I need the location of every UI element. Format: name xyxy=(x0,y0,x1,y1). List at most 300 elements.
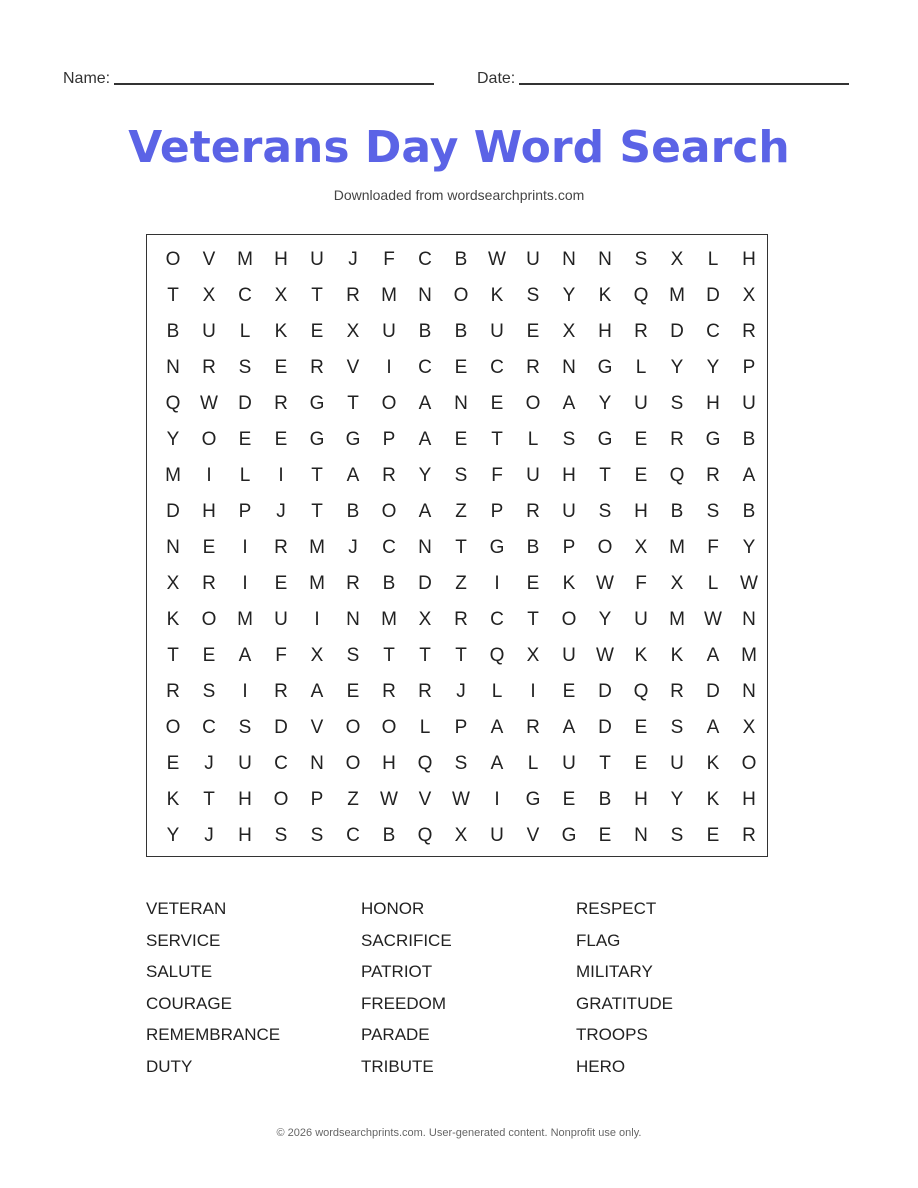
grid-cell[interactable]: X xyxy=(742,717,756,738)
grid-cell[interactable]: G xyxy=(525,789,541,810)
grid-cell[interactable]: A xyxy=(238,645,252,666)
grid-cell[interactable]: Q xyxy=(633,681,649,702)
grid-cell[interactable]: B xyxy=(166,321,180,342)
grid-cell[interactable]: E xyxy=(454,357,468,378)
grid-row xyxy=(155,746,767,782)
grid-cell[interactable]: Y xyxy=(166,825,180,846)
grid-cell[interactable]: Q xyxy=(489,645,505,666)
grid-cell[interactable]: W xyxy=(740,573,758,594)
grid-cell[interactable]: R xyxy=(202,357,216,378)
grid-cell[interactable]: G xyxy=(309,429,325,450)
grid-cell[interactable]: E xyxy=(166,753,180,774)
grid-cell[interactable]: B xyxy=(382,573,396,594)
grid-cell[interactable]: M xyxy=(237,249,253,270)
grid-cell[interactable]: O xyxy=(453,285,469,306)
grid-cell[interactable]: N xyxy=(166,357,180,378)
grid-cell[interactable]: I xyxy=(530,681,536,702)
grid-cell[interactable]: R xyxy=(454,609,468,630)
grid-cell[interactable]: T xyxy=(383,645,395,666)
grid-cell[interactable]: M xyxy=(309,537,325,558)
grid-cell[interactable]: L xyxy=(527,429,539,450)
grid-cell[interactable]: O xyxy=(381,393,397,414)
grid-cell[interactable]: K xyxy=(274,321,288,342)
grid-cell[interactable]: U xyxy=(562,645,576,666)
grid-cell[interactable]: R xyxy=(670,681,684,702)
grid-cell[interactable]: N xyxy=(346,609,360,630)
grid-cell[interactable]: E xyxy=(274,573,288,594)
grid-cell[interactable]: H xyxy=(742,789,756,810)
grid-cell[interactable]: O xyxy=(741,753,757,774)
grid-cell[interactable]: Z xyxy=(455,573,467,594)
grid-cell[interactable]: V xyxy=(526,825,540,846)
grid-cell[interactable]: R xyxy=(634,321,648,342)
grid-row xyxy=(155,458,767,494)
grid-cell[interactable]: T xyxy=(527,609,539,630)
grid-cell[interactable]: R xyxy=(526,717,540,738)
grid-cell[interactable]: K xyxy=(706,789,720,810)
grid-cell[interactable]: X xyxy=(310,645,324,666)
grid-cell[interactable]: X xyxy=(562,321,576,342)
grid-cell[interactable]: B xyxy=(454,249,468,270)
grid-cell[interactable]: E xyxy=(526,573,540,594)
grid-cell[interactable]: H xyxy=(598,321,612,342)
grid-cell[interactable]: X xyxy=(634,537,648,558)
grid-cell[interactable]: R xyxy=(670,429,684,450)
grid-cell[interactable]: X xyxy=(526,645,540,666)
grid-cell[interactable]: B xyxy=(670,501,684,522)
grid-cell[interactable]: S xyxy=(562,429,576,450)
name-label: Name: xyxy=(63,70,111,87)
grid-cell[interactable]: D xyxy=(238,393,252,414)
grid-cell[interactable]: Y xyxy=(598,393,612,414)
grid-cell[interactable]: A xyxy=(418,393,432,414)
grid-cell[interactable]: T xyxy=(311,465,323,486)
grid-cell[interactable]: Z xyxy=(455,501,467,522)
grid-cell[interactable]: P xyxy=(454,717,468,738)
grid-cell[interactable]: Y xyxy=(598,609,612,630)
grid-cell[interactable]: I xyxy=(314,609,320,630)
grid-cell[interactable]: N xyxy=(166,537,180,558)
grid-cell[interactable]: S xyxy=(706,501,720,522)
grid-cell[interactable]: L xyxy=(239,321,251,342)
grid-cell[interactable]: L xyxy=(707,573,719,594)
grid-cell[interactable]: Q xyxy=(165,393,181,414)
grid-cell[interactable]: U xyxy=(562,753,576,774)
grid-cell[interactable]: I xyxy=(206,465,212,486)
grid-cell[interactable]: E xyxy=(634,717,648,738)
grid-cell[interactable]: Q xyxy=(633,285,649,306)
letter-grid xyxy=(146,234,768,857)
grid-cell[interactable]: C xyxy=(418,357,432,378)
grid-cell[interactable]: S xyxy=(454,465,468,486)
grid-cell[interactable]: U xyxy=(562,501,576,522)
grid-cell[interactable]: I xyxy=(242,573,248,594)
grid-cell[interactable]: N xyxy=(634,825,648,846)
grid-cell[interactable]: T xyxy=(203,789,215,810)
grid-cell[interactable]: R xyxy=(742,825,756,846)
grid-cell[interactable]: G xyxy=(705,429,721,450)
grid-cell[interactable]: A xyxy=(562,393,576,414)
grid-cell[interactable]: W xyxy=(596,645,614,666)
grid-cell[interactable]: S xyxy=(346,645,360,666)
grid-cell[interactable]: R xyxy=(274,393,288,414)
grid-cell[interactable]: R xyxy=(706,465,720,486)
grid-cell[interactable]: A xyxy=(706,645,720,666)
grid-cell[interactable]: U xyxy=(526,249,540,270)
grid-cell[interactable]: C xyxy=(490,357,504,378)
grid-cell[interactable]: D xyxy=(418,573,432,594)
grid-cell[interactable]: N xyxy=(418,285,432,306)
grid-cell[interactable]: P xyxy=(490,501,504,522)
grid-cell[interactable]: O xyxy=(165,717,181,738)
grid-cell[interactable]: V xyxy=(202,249,216,270)
grid-cell[interactable]: H xyxy=(274,249,288,270)
grid-cell[interactable]: W xyxy=(200,393,218,414)
grid-cell[interactable]: K xyxy=(634,645,648,666)
grid-cell[interactable]: A xyxy=(490,753,504,774)
grid-cell[interactable]: V xyxy=(418,789,432,810)
grid-cell[interactable]: W xyxy=(452,789,470,810)
grid-cell[interactable]: R xyxy=(418,681,432,702)
grid-cell[interactable]: D xyxy=(706,681,720,702)
grid-cell[interactable]: T xyxy=(599,465,611,486)
grid-cell[interactable]: P xyxy=(238,501,252,522)
grid-cell[interactable]: M xyxy=(237,609,253,630)
grid-cell[interactable]: P xyxy=(562,537,576,558)
grid-cell[interactable]: R xyxy=(382,681,396,702)
grid-cell[interactable]: A xyxy=(310,681,324,702)
grid-cell[interactable]: I xyxy=(494,573,500,594)
grid-cell[interactable]: O xyxy=(561,609,577,630)
grid-cell[interactable]: Y xyxy=(706,357,720,378)
grid-cell[interactable]: F xyxy=(275,645,287,666)
grid-cell[interactable]: A xyxy=(490,717,504,738)
grid-cell[interactable]: M xyxy=(309,573,325,594)
grid-cell[interactable]: L xyxy=(707,249,719,270)
grid-cell[interactable]: O xyxy=(201,609,217,630)
grid-cell[interactable]: X xyxy=(670,249,684,270)
grid-cell[interactable]: Z xyxy=(347,789,359,810)
grid-cell[interactable]: E xyxy=(706,825,720,846)
grid-cell[interactable]: E xyxy=(454,429,468,450)
grid-cell[interactable]: O xyxy=(345,753,361,774)
grid-cell[interactable]: X xyxy=(346,321,360,342)
grid-cell[interactable]: F xyxy=(491,465,503,486)
grid-cell[interactable]: E xyxy=(274,429,288,450)
grid-cell[interactable]: Y xyxy=(670,357,684,378)
grid-cell[interactable]: M xyxy=(165,465,181,486)
grid-cell[interactable]: E xyxy=(634,465,648,486)
grid-cell[interactable]: O xyxy=(201,429,217,450)
grid-cell[interactable]: U xyxy=(238,753,252,774)
grid-cell[interactable]: E xyxy=(490,393,504,414)
grid-cell[interactable]: H xyxy=(238,789,252,810)
grid-cell[interactable]: J xyxy=(456,681,466,702)
grid-cell[interactable]: S xyxy=(598,501,612,522)
grid-cell[interactable]: U xyxy=(526,465,540,486)
grid-cell[interactable]: H xyxy=(238,825,252,846)
word-list-item: SALUTE xyxy=(146,962,213,982)
grid-cell[interactable]: K xyxy=(670,645,684,666)
grid-cell[interactable]: U xyxy=(634,393,648,414)
grid-cell[interactable]: H xyxy=(562,465,576,486)
grid-cell[interactable]: S xyxy=(526,285,540,306)
grid-cell[interactable]: R xyxy=(310,357,324,378)
grid-cell[interactable]: R xyxy=(346,573,360,594)
grid-cell[interactable]: T xyxy=(491,429,503,450)
grid-cell[interactable]: B xyxy=(418,321,432,342)
grid-cell[interactable]: P xyxy=(310,789,324,810)
grid-cell[interactable]: P xyxy=(742,357,756,378)
grid-cell[interactable]: C xyxy=(706,321,720,342)
grid-cell[interactable]: C xyxy=(490,609,504,630)
grid-cell[interactable]: U xyxy=(634,609,648,630)
grid-cell[interactable]: J xyxy=(276,501,286,522)
grid-cell[interactable]: C xyxy=(382,537,396,558)
grid-cell[interactable]: U xyxy=(490,825,504,846)
grid-cell[interactable]: J xyxy=(204,753,214,774)
grid-cell[interactable]: J xyxy=(204,825,214,846)
grid-cell[interactable]: U xyxy=(202,321,216,342)
grid-cell[interactable]: E xyxy=(310,321,324,342)
grid-cell[interactable]: E xyxy=(238,429,252,450)
grid-cell[interactable]: S xyxy=(670,717,684,738)
grid-cell[interactable]: J xyxy=(348,249,358,270)
grid-cell[interactable]: C xyxy=(346,825,360,846)
grid-cell[interactable]: T xyxy=(167,285,179,306)
grid-cell[interactable]: Y xyxy=(742,537,756,558)
grid-cell[interactable]: T xyxy=(599,753,611,774)
grid-cell[interactable]: E xyxy=(274,357,288,378)
grid-cell[interactable]: R xyxy=(382,465,396,486)
grid-cell[interactable]: B xyxy=(526,537,540,558)
grid-cell[interactable]: X xyxy=(202,285,216,306)
grid-cell[interactable]: A xyxy=(562,717,576,738)
grid-cell[interactable]: E xyxy=(598,825,612,846)
grid-cell[interactable]: U xyxy=(310,249,324,270)
grid-cell[interactable]: L xyxy=(419,717,431,738)
grid-cell[interactable]: G xyxy=(597,429,613,450)
grid-cell[interactable]: G xyxy=(561,825,577,846)
grid-cell[interactable]: U xyxy=(742,393,756,414)
grid-cell[interactable]: W xyxy=(704,609,722,630)
grid-cell[interactable]: A xyxy=(418,429,432,450)
grid-cell[interactable]: T xyxy=(347,393,359,414)
grid-cell[interactable]: R xyxy=(202,573,216,594)
grid-cell[interactable]: H xyxy=(382,753,396,774)
grid-cell[interactable]: O xyxy=(381,501,397,522)
grid-cell[interactable]: B xyxy=(598,789,612,810)
grid-cell[interactable]: B xyxy=(454,321,468,342)
grid-cell[interactable]: S xyxy=(238,717,252,738)
grid-cell[interactable]: K xyxy=(562,573,576,594)
grid-cell[interactable]: O xyxy=(525,393,541,414)
grid-cell[interactable]: U xyxy=(274,609,288,630)
grid-cell[interactable]: N xyxy=(598,249,612,270)
grid-cell[interactable]: S xyxy=(454,753,468,774)
grid-cell[interactable]: O xyxy=(273,789,289,810)
grid-cell[interactable]: S xyxy=(238,357,252,378)
grid-cell[interactable]: X xyxy=(670,573,684,594)
grid-cell[interactable]: V xyxy=(310,717,324,738)
grid-cell[interactable]: R xyxy=(526,357,540,378)
grid-cell[interactable]: D xyxy=(274,717,288,738)
grid-cell[interactable]: V xyxy=(346,357,360,378)
grid-cell[interactable]: R xyxy=(274,681,288,702)
grid-cell[interactable]: U xyxy=(382,321,396,342)
grid-cell[interactable]: P xyxy=(382,429,396,450)
grid-cell[interactable]: X xyxy=(274,285,288,306)
grid-cell[interactable]: D xyxy=(598,681,612,702)
grid-cell[interactable]: S xyxy=(274,825,288,846)
grid-cell[interactable]: D xyxy=(670,321,684,342)
grid-cell[interactable]: X xyxy=(742,285,756,306)
grid-cell[interactable]: R xyxy=(346,285,360,306)
grid-cell[interactable]: T xyxy=(311,501,323,522)
grid-cell[interactable]: M xyxy=(381,609,397,630)
grid-cell[interactable]: J xyxy=(348,537,358,558)
grid-cell[interactable]: G xyxy=(309,393,325,414)
grid-cell[interactable]: T xyxy=(419,645,431,666)
grid-cell[interactable]: L xyxy=(239,465,251,486)
grid-cell[interactable]: M xyxy=(741,645,757,666)
grid-cell[interactable]: M xyxy=(669,609,685,630)
date-line[interactable] xyxy=(519,83,849,85)
grid-cell[interactable]: S xyxy=(670,393,684,414)
grid-cell[interactable]: F xyxy=(383,249,395,270)
grid-cell[interactable]: N xyxy=(742,609,756,630)
grid-cell[interactable]: W xyxy=(488,249,506,270)
grid-cell[interactable]: M xyxy=(381,285,397,306)
grid-cell[interactable]: G xyxy=(345,429,361,450)
grid-cell[interactable]: O xyxy=(381,717,397,738)
grid-cell[interactable]: E xyxy=(202,537,216,558)
grid-cell[interactable]: T xyxy=(167,645,179,666)
grid-cell[interactable]: L xyxy=(491,681,503,702)
grid-cell[interactable]: A xyxy=(346,465,360,486)
grid-cell[interactable]: F xyxy=(635,573,647,594)
grid-cell[interactable]: H xyxy=(706,393,720,414)
grid-cell[interactable]: R xyxy=(166,681,180,702)
grid-cell[interactable]: E xyxy=(202,645,216,666)
grid-cell[interactable]: K xyxy=(166,609,180,630)
grid-cell[interactable]: E xyxy=(346,681,360,702)
grid-cell[interactable]: H xyxy=(634,501,648,522)
grid-cell[interactable]: N xyxy=(562,357,576,378)
grid-cell[interactable]: D xyxy=(598,717,612,738)
grid-cell[interactable]: Q xyxy=(417,825,433,846)
grid-cell[interactable]: C xyxy=(202,717,216,738)
grid-cell[interactable]: K xyxy=(598,285,612,306)
grid-cell[interactable]: S xyxy=(310,825,324,846)
grid-cell[interactable]: E xyxy=(526,321,540,342)
grid-cell[interactable]: X xyxy=(454,825,468,846)
grid-cell[interactable]: G xyxy=(489,537,505,558)
grid-cell[interactable]: B xyxy=(742,501,756,522)
grid-cell[interactable]: Y xyxy=(418,465,432,486)
grid-cell[interactable]: S xyxy=(202,681,216,702)
grid-cell[interactable]: N xyxy=(562,249,576,270)
grid-cell[interactable]: R xyxy=(274,537,288,558)
grid-cell[interactable]: O xyxy=(165,249,181,270)
grid-cell[interactable]: E xyxy=(634,753,648,774)
grid-cell[interactable]: M xyxy=(669,285,685,306)
grid-cell[interactable]: W xyxy=(596,573,614,594)
grid-cell[interactable]: D xyxy=(706,285,720,306)
grid-cell[interactable]: C xyxy=(274,753,288,774)
grid-cell[interactable]: X xyxy=(166,573,180,594)
grid-cell[interactable]: R xyxy=(526,501,540,522)
grid-cell[interactable]: K xyxy=(166,789,180,810)
grid-cell[interactable]: U xyxy=(670,753,684,774)
grid-cell[interactable]: I xyxy=(494,789,500,810)
grid-cell[interactable]: Q xyxy=(417,753,433,774)
grid-cell[interactable]: G xyxy=(597,357,613,378)
grid-cell[interactable]: B xyxy=(346,501,360,522)
word-list-item: PATRIOT xyxy=(361,962,433,982)
grid-cell[interactable]: T xyxy=(311,285,323,306)
grid-cell[interactable]: N xyxy=(742,681,756,702)
grid-cell[interactable]: E xyxy=(562,789,576,810)
grid-cell[interactable]: K xyxy=(490,285,504,306)
grid-cell[interactable]: A xyxy=(742,465,756,486)
grid-cell[interactable]: Y xyxy=(166,429,180,450)
grid-cell[interactable]: T xyxy=(455,645,467,666)
grid-cell[interactable]: N xyxy=(454,393,468,414)
grid-cell[interactable]: C xyxy=(238,285,252,306)
grid-cell[interactable]: M xyxy=(669,537,685,558)
grid-cell[interactable]: B xyxy=(742,429,756,450)
grid-cell[interactable]: I xyxy=(242,537,248,558)
date-field[interactable] xyxy=(477,69,849,89)
grid-cell[interactable]: U xyxy=(490,321,504,342)
grid-cell[interactable]: H xyxy=(634,789,648,810)
grid-cell[interactable]: A xyxy=(418,501,432,522)
grid-cell[interactable]: N xyxy=(418,537,432,558)
grid-cell[interactable]: R xyxy=(742,321,756,342)
grid-cell[interactable]: F xyxy=(707,537,719,558)
grid-cell[interactable]: A xyxy=(706,717,720,738)
name-field[interactable] xyxy=(63,69,434,89)
grid-cell[interactable]: H xyxy=(202,501,216,522)
grid-cell[interactable]: I xyxy=(242,681,248,702)
grid-cell[interactable]: D xyxy=(166,501,180,522)
grid-cell[interactable]: E xyxy=(634,429,648,450)
grid-cell[interactable]: K xyxy=(706,753,720,774)
grid-cell[interactable]: L xyxy=(527,753,539,774)
name-line[interactable] xyxy=(114,83,434,85)
grid-cell[interactable]: X xyxy=(418,609,432,630)
grid-cell[interactable]: L xyxy=(635,357,647,378)
grid-cell[interactable]: Y xyxy=(670,789,684,810)
grid-cell[interactable]: W xyxy=(380,789,398,810)
grid-cell[interactable]: O xyxy=(345,717,361,738)
grid-cell[interactable]: Q xyxy=(669,465,685,486)
grid-cell[interactable]: B xyxy=(382,825,396,846)
grid-cell[interactable]: N xyxy=(310,753,324,774)
grid-cell[interactable]: T xyxy=(455,537,467,558)
grid-row xyxy=(155,494,767,530)
grid-cell[interactable]: Y xyxy=(562,285,576,306)
grid-cell[interactable]: H xyxy=(742,249,756,270)
grid-cell[interactable]: S xyxy=(670,825,684,846)
grid-cell[interactable]: I xyxy=(278,465,284,486)
grid-cell[interactable]: E xyxy=(562,681,576,702)
grid-cell[interactable]: S xyxy=(634,249,648,270)
grid-cell[interactable]: O xyxy=(597,537,613,558)
grid-cell[interactable]: C xyxy=(418,249,432,270)
grid-cell[interactable]: I xyxy=(386,357,392,378)
